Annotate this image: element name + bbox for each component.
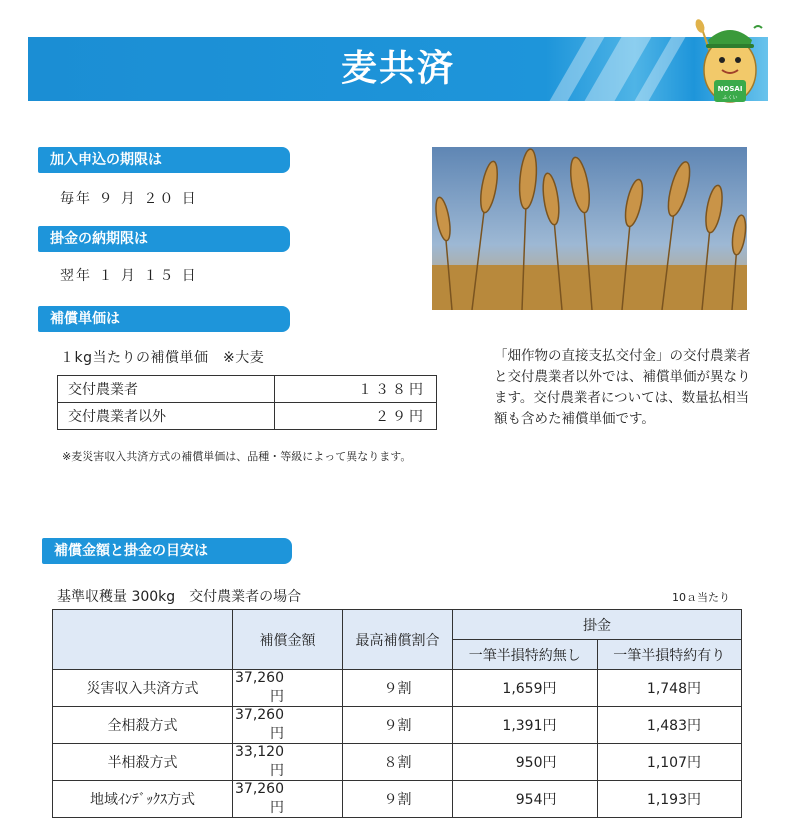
section-label-estimate: 補償金額と掛金の目安は — [42, 538, 292, 564]
estimate-table — [52, 609, 742, 818]
price-row-name: 交付農業者 — [58, 376, 275, 403]
header-premium-without: 一筆半損特約無し — [453, 640, 598, 670]
price-row-name: 交付農業者以外 — [58, 403, 275, 430]
row-premium-with: 1,193円 — [597, 781, 742, 818]
row-coverage: 33,120円 — [233, 744, 343, 781]
price-row-value: ２９円 — [274, 403, 436, 430]
unit-price-table — [57, 375, 437, 430]
mascot-badge: NOSAI — [717, 85, 743, 93]
wheat-photo — [432, 147, 747, 310]
estimate-basis: 基準収穫量 300kg 交付農業者の場合 — [57, 589, 302, 605]
unit-price-description: 「畑作物の直接支払交付金」の交付農業者と交付農業者以外では、補償単価が異なります。交付農業者については、数量払相当額も含めた補償単価です。 — [494, 348, 751, 427]
page-title: 麦共済 — [340, 48, 455, 89]
row-premium-with: 1,107円 — [597, 744, 742, 781]
mascot-icon — [690, 18, 768, 110]
table-row — [53, 670, 742, 707]
unit-price-intro: １kg当たりの補償単価 ※大麦 — [60, 350, 265, 366]
row-ratio: ８割 — [343, 744, 453, 781]
row-coverage: 37,260円 — [233, 781, 343, 818]
table-row — [53, 781, 742, 818]
header-premium: 掛金 — [453, 610, 742, 640]
row-coverage: 37,260円 — [233, 707, 343, 744]
table-row — [58, 403, 437, 430]
section-label-payment: 掛金の納期限は — [38, 226, 290, 252]
table-row — [53, 744, 742, 781]
header-coverage: 補償金額 — [233, 610, 343, 670]
payment-value: 翌年 １ 月 １５ 日 — [60, 268, 198, 284]
row-premium-without: 954円 — [453, 781, 598, 818]
deadline-value: 毎年 ９ 月 ２０ 日 — [60, 191, 198, 207]
row-method: 災害収入共済方式 — [53, 670, 233, 707]
row-ratio: ９割 — [343, 781, 453, 818]
header-max-ratio: 最高補償割合 — [343, 610, 453, 670]
row-method: 全相殺方式 — [53, 707, 233, 744]
row-premium-with: 1,748円 — [597, 670, 742, 707]
row-coverage: 37,260円 — [233, 670, 343, 707]
header-premium-with: 一筆半損特約有り — [597, 640, 742, 670]
row-premium-without: 1,391円 — [453, 707, 598, 744]
row-premium-without: 1,659円 — [453, 670, 598, 707]
table-header-row — [53, 610, 742, 640]
row-method: 地域ｲﾝﾃﾞｯｸｽ方式 — [53, 781, 233, 818]
row-ratio: ９割 — [343, 707, 453, 744]
section-label-deadline: 加入申込の期限は — [38, 147, 290, 173]
header-method — [53, 610, 233, 670]
estimate-unit-note: 10ａ当たり — [672, 591, 730, 604]
table-row — [58, 376, 437, 403]
mascot-badge-sub: ふくい — [722, 95, 738, 101]
section-label-unit-price: 補償単価は — [38, 306, 290, 332]
unit-price-note: ※麦災害収入共済方式の補償単価は、品種・等級によって異なります。 — [62, 450, 412, 463]
row-premium-without: 950円 — [453, 744, 598, 781]
row-premium-with: 1,483円 — [597, 707, 742, 744]
price-row-value: １３８円 — [274, 376, 436, 403]
row-method: 半相殺方式 — [53, 744, 233, 781]
table-row — [53, 707, 742, 744]
title-banner — [28, 37, 768, 101]
row-ratio: ９割 — [343, 670, 453, 707]
